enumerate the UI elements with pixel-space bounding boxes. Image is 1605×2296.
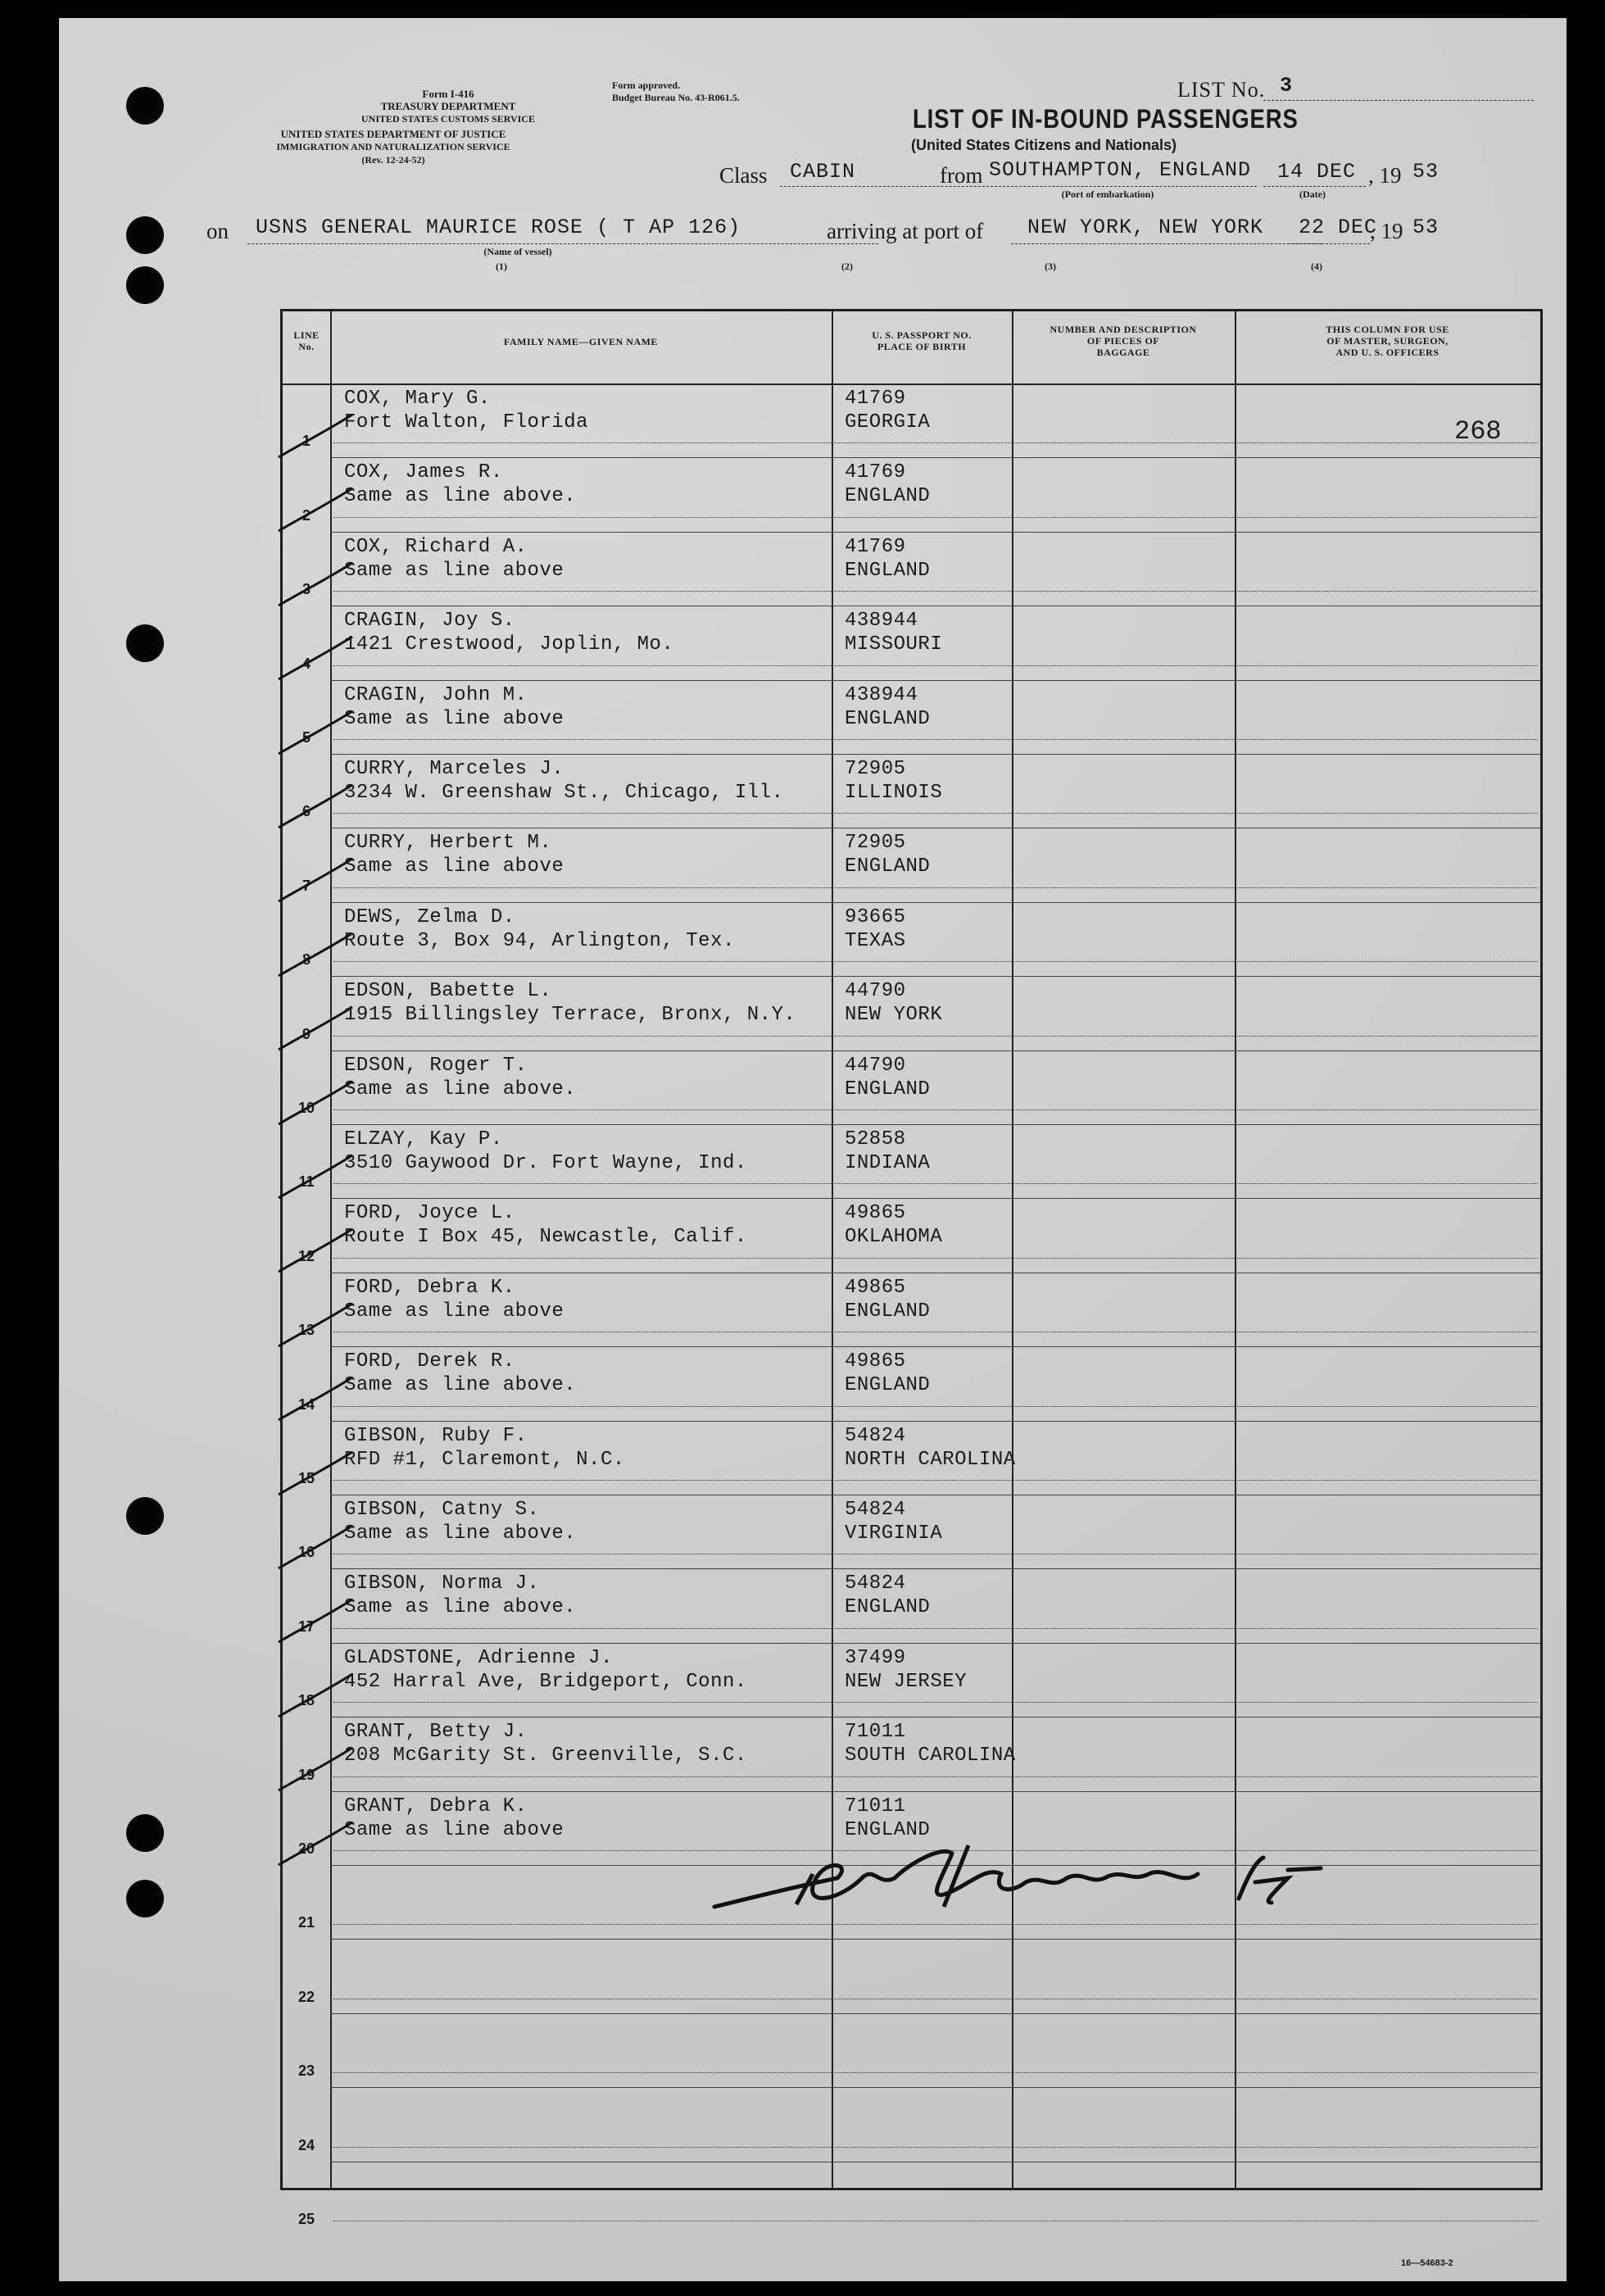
passport-number: 54824 (845, 1424, 906, 1447)
page-title: LIST OF IN-BOUND PASSENGERS (913, 104, 1299, 134)
passenger-address: Same as line above (344, 855, 564, 878)
year1-prefix: , 19 (1368, 163, 1402, 188)
row-divider (330, 1124, 1540, 1125)
footer-code: 16—54683-2 (1401, 2258, 1453, 2268)
arriving-label: arriving at port of (827, 219, 984, 243)
passenger-name: ELZAY, Kay P. (344, 1128, 503, 1150)
row-divider (330, 1568, 1540, 1569)
line-number: 23 (297, 2062, 315, 2080)
passenger-address: Same as line above (344, 559, 564, 582)
passenger-name: COX, Richard A. (344, 535, 528, 558)
passenger-name: FORD, Debra K. (344, 1276, 515, 1299)
binder-hole-icon (126, 266, 164, 304)
place-of-birth: ILLINOIS (845, 782, 943, 804)
list-no-underline (1263, 100, 1534, 101)
page-subtitle: (United States Citizens and Nationals) (911, 137, 1177, 153)
row-divider (330, 754, 1540, 755)
from-label: from (940, 163, 983, 188)
line-number: 18 (297, 1692, 315, 1709)
line-number: 9 (302, 1025, 311, 1042)
arrival-date: 22 DEC (1299, 216, 1378, 239)
year2-prefix: , 19 (1370, 219, 1403, 243)
caption-3: (3) (1045, 261, 1056, 272)
from-value: SOUTHAMPTON, ENGLAND (989, 158, 1252, 182)
passport-number: 438944 (845, 683, 918, 706)
row-divider (330, 532, 1540, 533)
binder-hole-icon (126, 87, 164, 125)
passport-number: 41769 (845, 535, 906, 558)
place-of-birth: ENGLAND (845, 707, 931, 730)
passenger-address: Route 3, Box 94, Arlington, Tex. (344, 929, 735, 952)
passenger-address: Fort Walton, Florida (344, 411, 589, 433)
passport-number: 49865 (845, 1202, 906, 1225)
passenger-name: COX, Mary G. (344, 388, 491, 410)
passport-number: 37499 (845, 1646, 906, 1669)
row-divider (330, 680, 1540, 681)
passport-number: 54824 (845, 1499, 906, 1521)
customs-label: UNITED STATES CUSTOMS SERVICE (361, 113, 535, 125)
passport-number: 41769 (845, 388, 906, 410)
row-divider (330, 976, 1540, 977)
col-header-baggage: NUMBER AND DESCRIPTION OF PIECES OF BAGGAGE (1050, 324, 1197, 358)
passenger-address: 208 McGarity St. Greenville, S.C. (344, 1745, 747, 1767)
line-number: 2 (302, 506, 311, 524)
binder-hole-icon (126, 624, 164, 662)
budget-label: Budget Bureau No. 43-R061.5. (612, 92, 740, 103)
year2-value: 53 (1412, 216, 1440, 239)
form-approved-label: Form approved. (612, 79, 681, 91)
line-number: 6 (302, 803, 311, 820)
line-number: 25 (297, 2211, 315, 2227)
col-header-name: FAMILY NAME—GIVEN NAME (504, 336, 658, 347)
place-of-birth: GEORGIA (845, 411, 931, 433)
vessel-caption: (Name of vessel) (483, 246, 552, 257)
passenger-address: 3510 Gaywood Dr. Fort Wayne, Ind. (344, 1152, 747, 1174)
signature-icon (698, 1829, 1403, 1935)
passport-number: 49865 (845, 1276, 906, 1299)
line-number: 4 (302, 655, 311, 672)
line-number: 11 (298, 1173, 315, 1191)
passenger-name: GRANT, Betty J. (344, 1721, 528, 1744)
passport-number: 41769 (845, 461, 906, 484)
col-header-passport: U. S. PASSPORT NO. PLACE OF BIRTH (872, 329, 972, 352)
place-of-birth: MISSOURI (845, 633, 943, 656)
binder-hole-icon (126, 1497, 164, 1535)
passenger-address: Same as line above. (344, 1078, 577, 1100)
passport-number: 54824 (845, 1572, 906, 1595)
line-number: 20 (297, 1840, 315, 1857)
place-of-birth: ENGLAND (845, 855, 931, 878)
officer-note: 268 (1454, 416, 1502, 447)
passenger-address: Same as line above (344, 707, 564, 730)
date-underline (1263, 186, 1366, 187)
caption-1: (1) (496, 261, 507, 272)
passenger-name: COX, James R. (344, 461, 503, 484)
row-guide-line (333, 1702, 1538, 1703)
line-number: 15 (297, 1470, 315, 1486)
row-divider (330, 2087, 1540, 2088)
row-guide-line (333, 442, 1538, 443)
line-number: 19 (297, 1766, 315, 1783)
line-number: 7 (302, 877, 311, 894)
passenger-address: Same as line above. (344, 1522, 577, 1545)
vessel-underline (247, 243, 878, 244)
passenger-address: Same as line above. (344, 1374, 577, 1397)
row-divider (330, 2013, 1540, 2014)
row-guide-line (333, 813, 1538, 814)
passport-number: 44790 (845, 1054, 906, 1077)
line-number: 13 (297, 1322, 315, 1339)
embark-date: 14 DEC (1277, 160, 1357, 184)
line-number: 5 (302, 729, 311, 746)
passenger-name: CURRY, Marceles J. (344, 758, 564, 780)
binder-hole-icon (126, 1880, 164, 1917)
row-guide-line (333, 1109, 1538, 1110)
passport-number: 71011 (845, 1795, 906, 1817)
passenger-address: 1421 Crestwood, Joplin, Mo. (344, 633, 674, 656)
line-number: 8 (302, 951, 311, 969)
row-divider (330, 1939, 1540, 1940)
row-guide-line (333, 887, 1538, 888)
row-divider (330, 1050, 1540, 1051)
passenger-address: Same as line above. (344, 485, 577, 508)
date-caption: (Date) (1299, 188, 1326, 200)
row-divider (330, 1421, 1540, 1422)
row-guide-line (333, 1036, 1538, 1037)
passenger-name: FORD, Derek R. (344, 1350, 515, 1373)
passport-number: 49865 (845, 1350, 906, 1373)
on-label: on (206, 219, 229, 243)
place-of-birth: NORTH CAROLINA (845, 1448, 1016, 1471)
passenger-name: GRANT, Debra K. (344, 1795, 528, 1817)
col-header-officers: THIS COLUMN FOR USE OF MASTER, SURGEON, AND U. S. OFFICERS (1326, 324, 1449, 358)
row-divider (330, 1791, 1540, 1792)
passenger-name: GIBSON, Ruby F. (344, 1424, 528, 1447)
passport-number: 52858 (845, 1128, 906, 1150)
row-guide-line (333, 1480, 1538, 1481)
list-no-label: LIST No. (1177, 78, 1266, 102)
place-of-birth: VIRGINIA (845, 1522, 943, 1545)
immigration-label: IMMIGRATION AND NATURALIZATION SERVICE (276, 141, 510, 152)
place-of-birth: NEW YORK (845, 1004, 943, 1027)
arrival-port-underline (1011, 243, 1322, 244)
passenger-address: Route I Box 45, Newcastle, Calif. (344, 1226, 747, 1249)
place-of-birth: ENGLAND (845, 1596, 931, 1619)
passenger-name: CRAGIN, John M. (344, 683, 528, 706)
row-guide-line (333, 517, 1538, 518)
row-divider (330, 902, 1540, 903)
place-of-birth: ENGLAND (845, 1078, 931, 1100)
from-underline (986, 186, 1257, 187)
line-number: 12 (297, 1247, 315, 1264)
row-guide-line (333, 665, 1538, 666)
line-number: 10 (297, 1100, 315, 1116)
year1-value: 53 (1412, 160, 1440, 184)
line-number: 14 (297, 1395, 315, 1413)
place-of-birth: ENGLAND (845, 1818, 931, 1841)
line-number: 16 (297, 1544, 315, 1561)
row-guide-line (333, 1776, 1538, 1777)
line-number: 21 (297, 1914, 315, 1931)
caption-4: (4) (1311, 261, 1322, 272)
passenger-name: GLADSTONE, Adrienne J. (344, 1646, 613, 1669)
row-guide-line (333, 1183, 1538, 1184)
line-number: 1 (302, 433, 311, 450)
line-number: 24 (297, 2136, 315, 2153)
place-of-birth: ENGLAND (845, 1300, 931, 1323)
class-label: Class (719, 163, 768, 188)
passport-number: 72905 (845, 832, 906, 855)
row-guide-line (333, 1628, 1538, 1629)
passenger-name: FORD, Joyce L. (344, 1202, 515, 1225)
line-number: 3 (302, 581, 311, 598)
passenger-name: GIBSON, Catny S. (344, 1499, 540, 1521)
header-divider (283, 383, 1540, 385)
place-of-birth: SOUTH CAROLINA (845, 1745, 1016, 1767)
row-guide-line (333, 961, 1538, 962)
revision-label: (Rev. 12-24-52) (361, 154, 425, 166)
row-divider (330, 1346, 1540, 1347)
place-of-birth: NEW JERSEY (845, 1670, 968, 1693)
passenger-name: CRAGIN, Joy S. (344, 610, 515, 633)
place-of-birth: TEXAS (845, 929, 906, 952)
passenger-address: Same as line above. (344, 1596, 577, 1619)
passenger-name: EDSON, Babette L. (344, 980, 552, 1003)
arrival-date-underline (1288, 243, 1370, 244)
port-caption: (Port of embarkation) (1061, 188, 1154, 200)
passport-number: 438944 (845, 610, 918, 633)
place-of-birth: ENGLAND (845, 1374, 931, 1397)
place-of-birth: INDIANA (845, 1152, 931, 1174)
passenger-name: DEWS, Zelma D. (344, 905, 515, 928)
passport-number: 71011 (845, 1721, 906, 1744)
arrival-port: NEW YORK, NEW YORK (1027, 216, 1264, 239)
passenger-address: 3234 W. Greenshaw St., Chicago, Ill. (344, 782, 784, 804)
justice-label: UNITED STATES DEPARTMENT OF JUSTICE (280, 128, 506, 140)
binder-hole-icon (126, 216, 164, 254)
row-divider (330, 1198, 1540, 1199)
passport-number: 44790 (845, 980, 906, 1003)
row-guide-line (333, 2147, 1538, 2148)
row-guide-line (333, 1258, 1538, 1259)
caption-2: (2) (841, 261, 853, 272)
passenger-address: Same as line above (344, 1300, 564, 1323)
vessel-name: USNS GENERAL MAURICE ROSE ( T AP 126) (256, 216, 741, 239)
passenger-address: RFD #1, Claremont, N.C. (344, 1448, 625, 1471)
passport-number: 72905 (845, 758, 906, 780)
passenger-name: EDSON, Roger T. (344, 1054, 528, 1077)
passenger-address: 1915 Billingsley Terrace, Bronx, N.Y. (344, 1004, 796, 1027)
place-of-birth: ENGLAND (845, 559, 931, 582)
line-number: 17 (297, 1618, 315, 1635)
passenger-address: Same as line above (344, 1818, 564, 1841)
form-id: Form I-416 (422, 88, 474, 100)
line-number: 22 (297, 1988, 315, 2005)
row-guide-line (333, 2072, 1538, 2073)
row-guide-line (333, 1406, 1538, 1407)
place-of-birth: ENGLAND (845, 485, 931, 508)
manifest-sheet (59, 18, 1566, 2281)
passport-number: 93665 (845, 905, 906, 928)
passenger-name: GIBSON, Norma J. (344, 1572, 540, 1595)
treasury-label: TREASURY DEPARTMENT (380, 100, 516, 112)
binder-hole-icon (126, 1814, 164, 1852)
row-divider (330, 457, 1540, 458)
place-of-birth: OKLAHOMA (845, 1226, 943, 1249)
passenger-name: CURRY, Herbert M. (344, 832, 552, 855)
passenger-address: 452 Harral Ave, Bridgeport, Conn. (344, 1670, 747, 1693)
col-header-line-no: LINE No. (293, 329, 320, 352)
class-value: CABIN (790, 160, 856, 184)
row-guide-line (333, 591, 1538, 592)
row-guide-line (333, 739, 1538, 740)
list-no-value: 3 (1280, 74, 1294, 98)
row-divider (330, 1643, 1540, 1644)
